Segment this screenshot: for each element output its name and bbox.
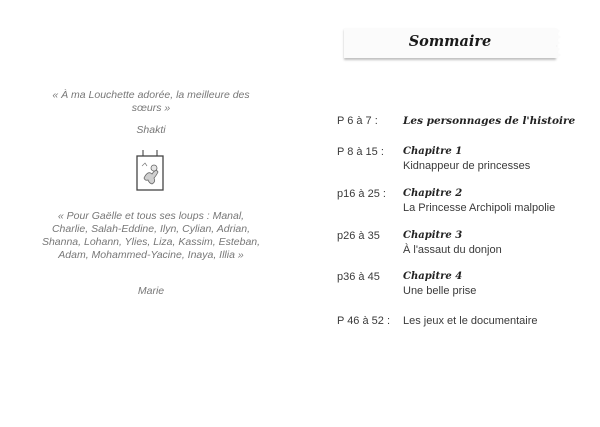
toc-heading: Chapitre 4 <box>403 271 463 282</box>
toc-heading: Chapitre 2 <box>403 188 463 199</box>
toc-pages: p36 à 45 <box>337 271 380 283</box>
toc-heading: Chapitre 1 <box>403 146 463 157</box>
toc-subtitle: À l'assaut du donjon <box>403 244 502 256</box>
toc-subtitle: Les jeux et le documentaire <box>403 315 538 327</box>
torn-edge-icon <box>552 28 562 58</box>
toc-pages: P 8 à 15 : <box>337 146 384 158</box>
toc-subtitle: La Princesse Archipoli malpolie <box>403 202 556 214</box>
signature-shakti: Shakti <box>136 124 166 136</box>
toc-pages: p26 à 35 <box>337 230 380 242</box>
toc-subtitle: Une belle prise <box>403 285 477 297</box>
toc-pages: P 46 à 52 : <box>337 315 391 327</box>
signature-marie: Marie <box>137 285 165 297</box>
toc-pages: p16 à 25 : <box>337 188 386 200</box>
dedication-shakti: « À ma Louchette adorée, la meilleure des sœurs » <box>52 89 250 114</box>
dedication-gaelle: « Pour Gaëlle et tous ses loups : Manal, Charlie, Salah-Eddine, Ilyn, Cylian, Adrian, Shanna, Lohann, Ylies, Liza, Kassim, Esteban, Adam, Mohammed-Yacine, Inaya, Illia » <box>41 210 261 261</box>
toc-heading: Chapitre 3 <box>403 230 463 241</box>
toc-subtitle: Kidnappeur de princesses <box>403 160 531 172</box>
toc-pages: P 6 à 7 : <box>337 115 378 127</box>
hanging-frame-cat-icon <box>132 148 168 194</box>
page-title: Sommaire <box>408 33 492 50</box>
toc-heading: Les personnages de l'histoire <box>403 115 576 127</box>
title-banner <box>344 28 556 58</box>
